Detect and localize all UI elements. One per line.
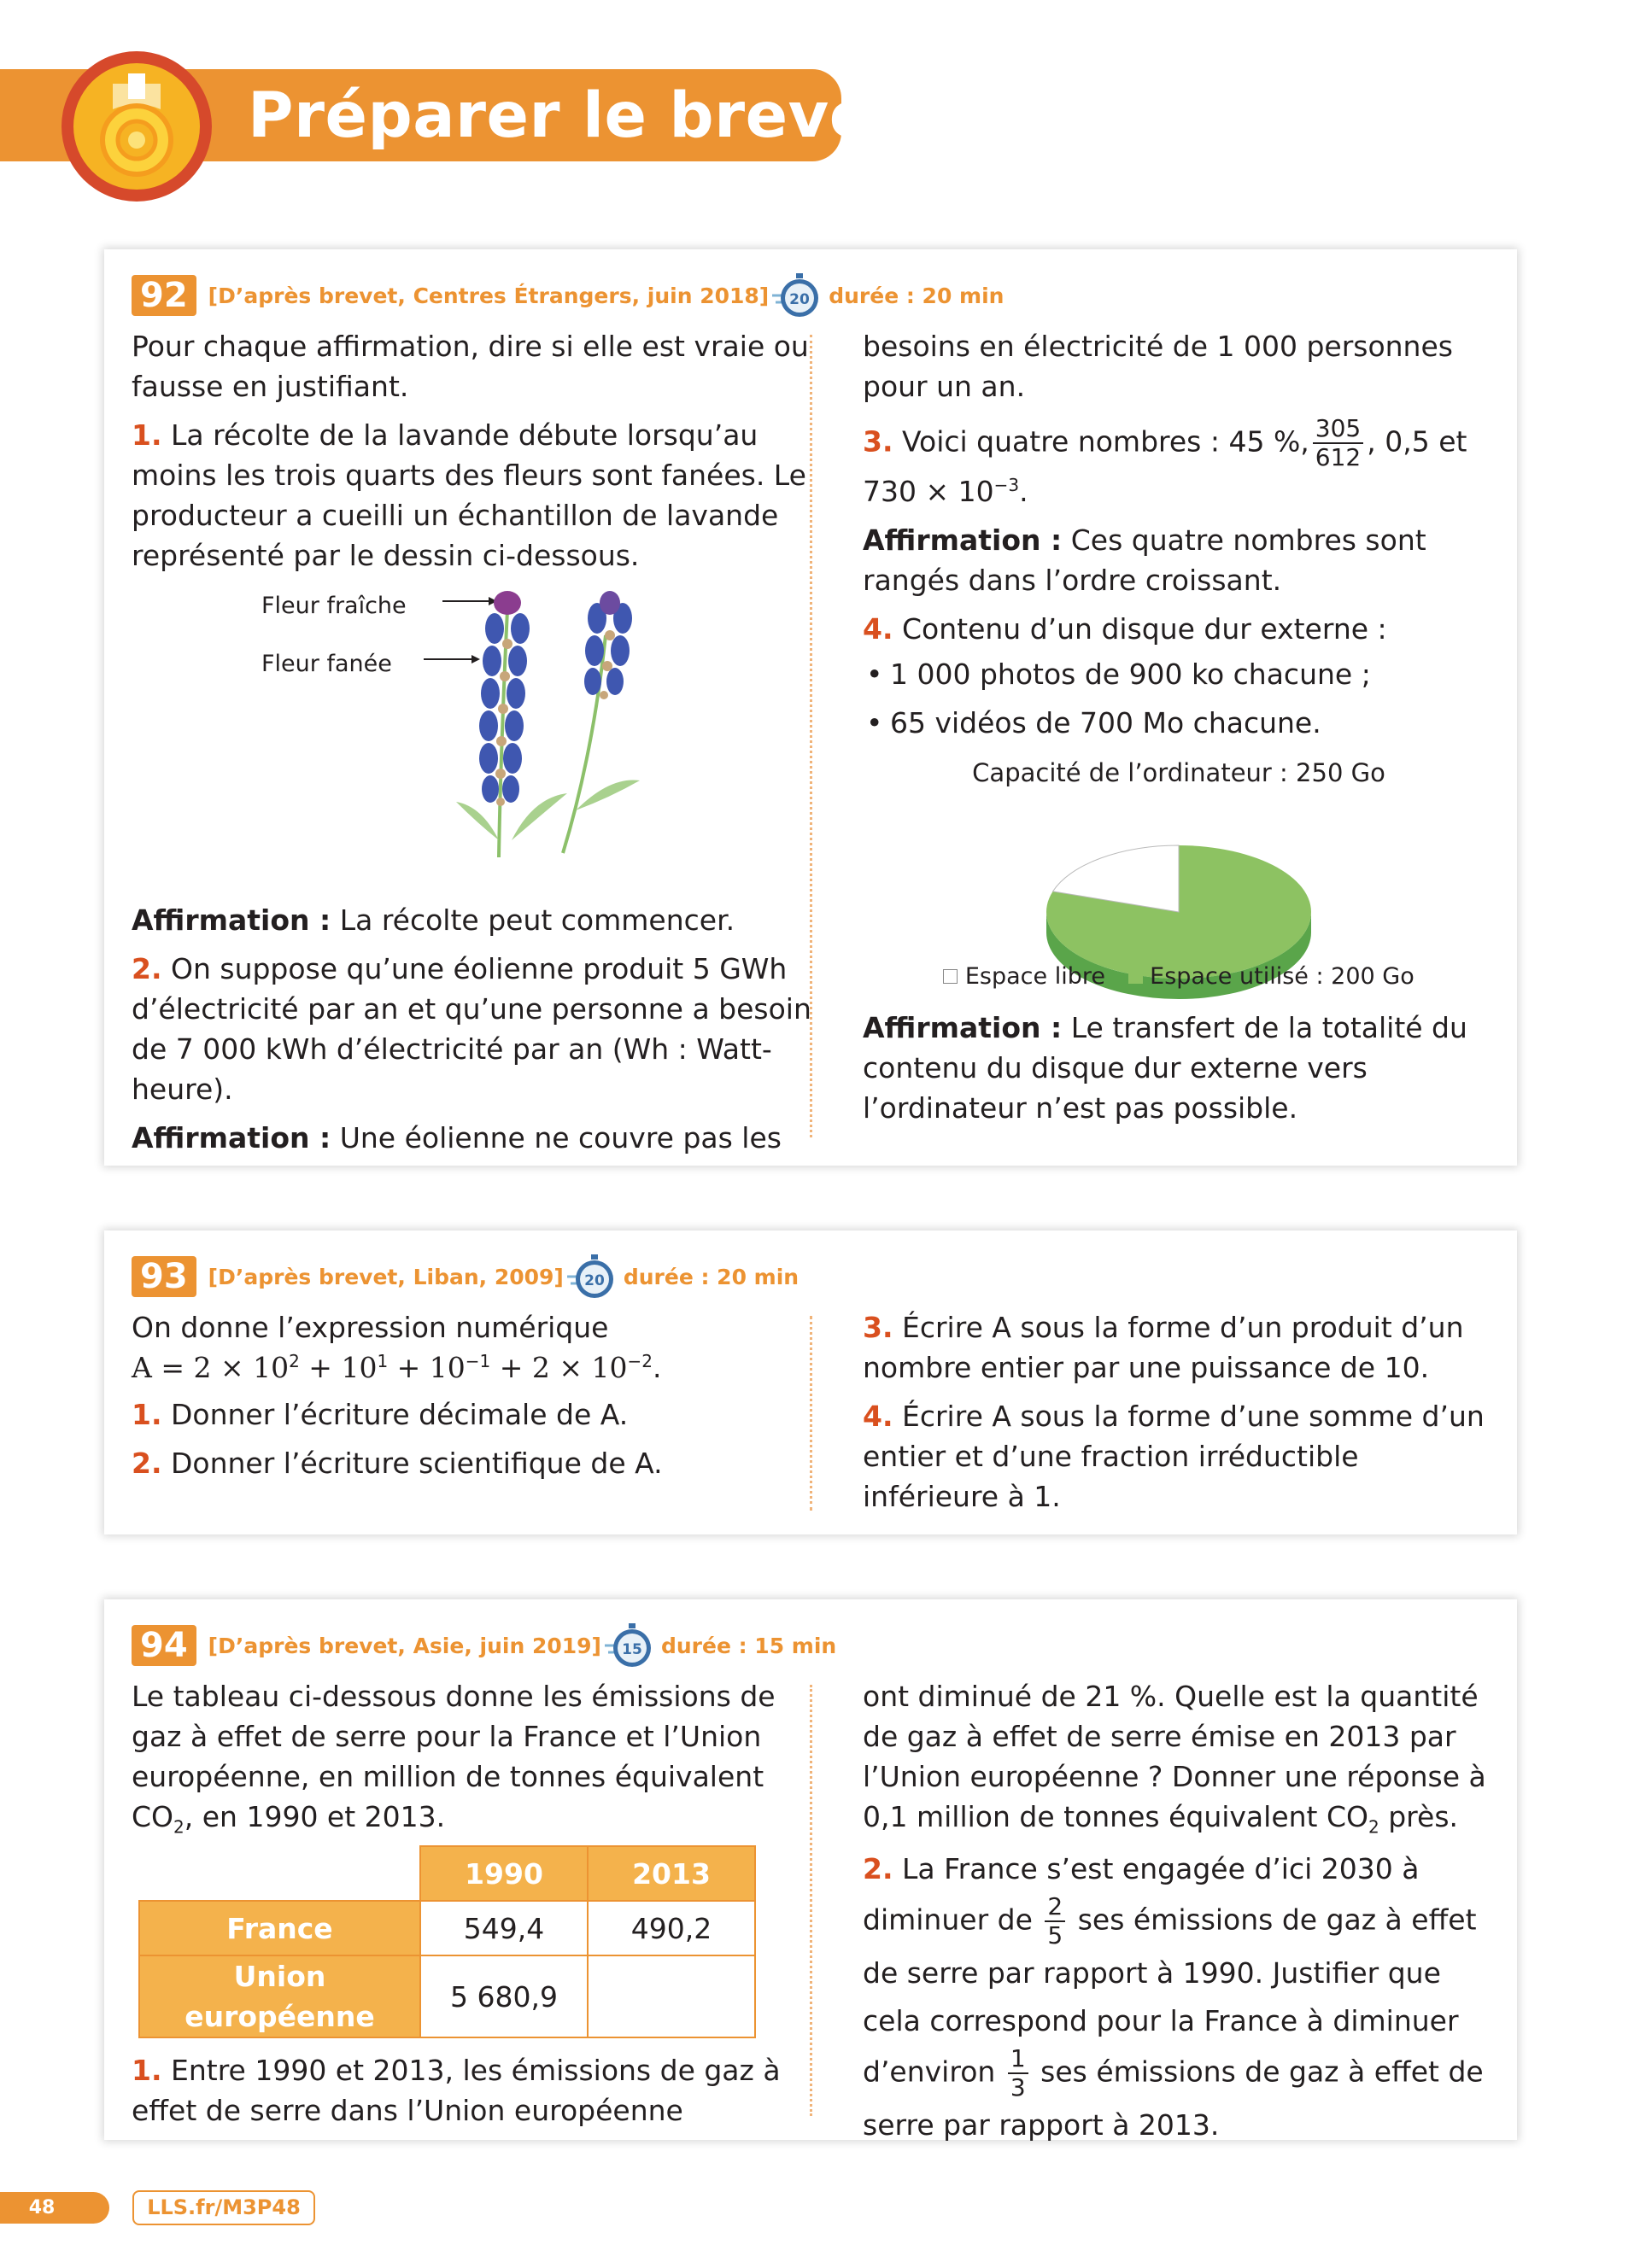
- exercise-source: [D’après brevet, Asie, juin 2019]: [208, 1633, 601, 1658]
- left-column: [132, 1676, 815, 2139]
- exercise-source: [D’après brevet, Centres Étrangers, juin 2018]: [208, 283, 770, 308]
- exercise-duration: durée : 15 min: [660, 1633, 837, 1658]
- exercise-header: [132, 1256, 799, 1297]
- question-3: 3. Voici quatre nombres : 45 %, $\frac{305}{612}$ , 0,5 et $730 \times 10^{-3}$.: [863, 414, 1467, 508]
- table-row: [139, 1955, 755, 2037]
- exercise-duration: durée : 20 min: [623, 1264, 800, 1289]
- column-header: 2013: [588, 1846, 755, 1901]
- timer-value: 20: [789, 291, 811, 308]
- question-1-start: 1. Entre 1990 et 2013, les émissions de gaz à effet de serre dans l’Union européenne: [132, 2054, 781, 2127]
- question-4: 4. Écrire A sous la forme d’une somme d’un entier et d’une fraction irréductible inférieure à 1.: [863, 1400, 1485, 1513]
- table-cell: 5 680,9: [420, 1955, 588, 2037]
- page-title: Préparer le brevet: [248, 79, 903, 152]
- stopwatch-icon: [567, 1253, 618, 1301]
- question-2: 2. On suppose qu’une éolienne produit 5 GWh d’électricité par an et qu’une personne a besoin de 7 000 kWh d’électricité par an (Wh : Watt-heure).: [132, 952, 811, 1106]
- question-1: 1. La récolte de la lavande débute lorsqu’au moins les trois quarts des fleurs sont fanées. Le producteur a cueilli un échantillon de lavande représenté par le dessin ci-dessous.: [132, 418, 806, 572]
- label-fresh-flower: Fleur fraîche: [261, 593, 407, 619]
- column-header: 1990: [420, 1846, 588, 1901]
- exercise-number: 92: [132, 275, 196, 316]
- exercise-94-card: [104, 1599, 1517, 2140]
- affirmation-3: Affirmation : Ces quatre nombres sont rangés dans l’ordre croissant.: [863, 523, 1426, 597]
- label-faded-flower: Fleur fanée: [261, 651, 392, 677]
- exercise-duration: durée : 20 min: [829, 283, 1004, 308]
- right-column: [863, 1307, 1495, 1525]
- medal-icon: [60, 50, 214, 203]
- lavender-illustration: [132, 584, 815, 893]
- legend-label-free: Espace libre: [964, 963, 1105, 990]
- exercise-92-card: [104, 249, 1517, 1166]
- exercise-header: [132, 1625, 836, 1666]
- page-number: 48: [0, 2192, 109, 2224]
- lavender-drawing: [132, 584, 815, 893]
- table-row: [139, 1901, 755, 1955]
- intro-text: Le tableau ci-dessous donne les émissions de gaz à effet de serre pour la France et l’Union européenne, en million de tonnes équivalent $CO_2$, en 1990 et 2013.: [132, 1680, 776, 1838]
- question-3: 3. Écrire A sous la forme d’un produit d’un nombre entier par une puissance de 10.: [863, 1311, 1464, 1384]
- resource-link[interactable]: LLS.fr/M3P48: [132, 2190, 315, 2225]
- chart-title: Capacité de l’ordinateur : 250 Go: [972, 758, 1385, 787]
- legend-swatch-used: [1128, 969, 1143, 984]
- list-item: • 65 vidéos de 700 Mo chacune.: [863, 703, 1495, 743]
- fraction: $\frac{2}{5}$: [1045, 1893, 1065, 1949]
- fraction: $\frac{305}{612}$: [1313, 415, 1363, 471]
- question-4: 4. Contenu d’un disque dur externe :: [863, 612, 1387, 646]
- question-1-end: ont diminué de 21 %. Quelle est la quantité de gaz à effet de serre émise en 2013 par l’Union européenne ? Donner une réponse à 0,1 million de tonnes équivalent $CO_2$ près.: [863, 1680, 1486, 1838]
- intro-text: On donne l’expression numérique $A = 2 \times 10^2 + 10^1 + 10^{-1} + 2 \times 10^{-2}$.: [132, 1311, 662, 1384]
- exercise-header: [132, 275, 1004, 316]
- table-corner: [139, 1846, 420, 1901]
- right-column: [863, 1676, 1495, 2158]
- row-header: Union européenne: [139, 1955, 420, 2037]
- intro-text: Pour chaque affirmation, dire si elle est vraie ou fausse en justifiant.: [132, 330, 809, 403]
- bullet-list: [863, 654, 1495, 743]
- legend-swatch-free: [943, 969, 958, 984]
- row-header: France: [139, 1901, 420, 1955]
- exercise-source: [D’après brevet, Liban, 2009]: [208, 1264, 564, 1289]
- timer-value: 15: [622, 1641, 642, 1658]
- affirmation-4: Affirmation : Le transfert de la totalité du contenu du disque dur externe vers l’ordinateur n’est pas possible.: [863, 1011, 1467, 1125]
- left-column: [132, 1307, 815, 1492]
- table-cell: [588, 1955, 755, 2037]
- question-2: 2. Donner l’écriture scientifique de A.: [132, 1447, 663, 1480]
- stopwatch-icon: [772, 272, 823, 319]
- fraction: $\frac{1}{3}$: [1008, 2045, 1028, 2101]
- question-2: 2. La France s’est engagée d’ici 2030 à diminuer de $\frac{2}{5}$ ses émissions de gaz à effet de serre par rapport à 1990. Justifier que cela correspond pour la France à diminuer d’environ $\frac{1}{3}$ ses émissions de gaz à effet de serre par rapport à 2013.: [863, 1852, 1484, 2142]
- timer-value: 20: [584, 1272, 605, 1289]
- affirmation-1: Affirmation : La récolte peut commencer.: [132, 903, 735, 937]
- affirmation-2-start: Affirmation : Une éolienne ne couvre pas les: [132, 1121, 782, 1154]
- exercise-93-card: [104, 1230, 1517, 1534]
- column-separator: [810, 1685, 812, 2116]
- exercise-number: 94: [132, 1625, 196, 1666]
- chart-legend: [863, 956, 1495, 997]
- table-cell: 490,2: [588, 1901, 755, 1955]
- pie-chart: [863, 751, 1495, 1008]
- column-separator: [810, 1316, 812, 1511]
- exercise-number: 93: [132, 1256, 196, 1297]
- emissions-table: [138, 1845, 756, 2038]
- legend-label-used: Espace utilisé : 200 Go: [1150, 963, 1414, 990]
- right-column: [863, 326, 1495, 1137]
- table-cell: 549,4: [420, 1901, 588, 1955]
- question-1: 1. Donner l’écriture décimale de A.: [132, 1398, 629, 1431]
- column-separator: [810, 335, 812, 1137]
- affirmation-2-end: besoins en électricité de 1 000 personnes pour un an.: [863, 330, 1453, 403]
- stopwatch-icon: [605, 1622, 656, 1669]
- left-column: [132, 326, 815, 1166]
- list-item: • 1 000 photos de 900 ko chacune ;: [863, 654, 1495, 694]
